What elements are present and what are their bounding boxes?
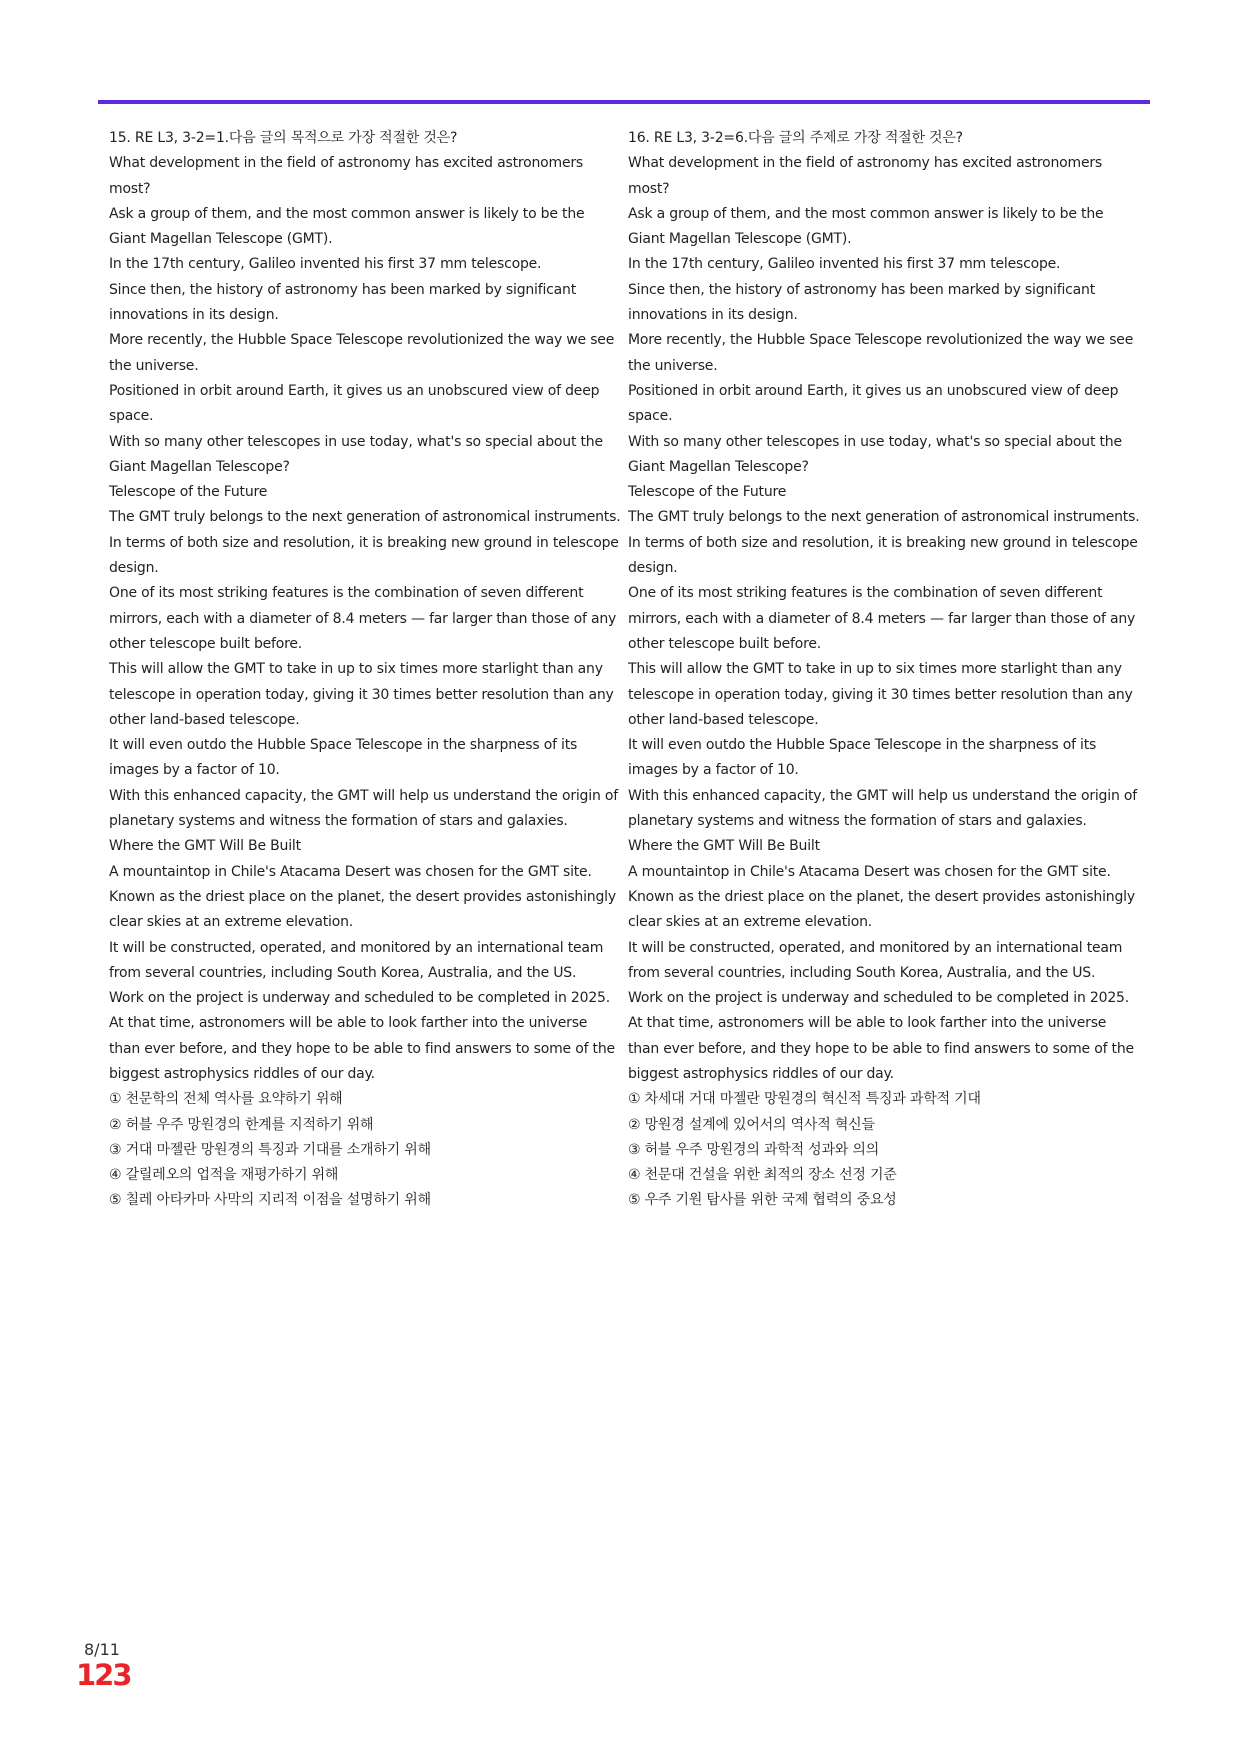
top-divider xyxy=(98,100,1150,104)
passage-sentence: Where the GMT Will Be Built xyxy=(628,838,820,855)
passage-sentence: More recently, the Hubble Space Telescope revolutionized the way we see the universe. xyxy=(109,332,615,374)
passage-sentence: With so many other telescopes in use today, what's so special about the Giant Magellan Telescope? xyxy=(109,433,603,475)
passage-sentence: With this enhanced capacity, the GMT will help us understand the origin of planetary systems and witness the formation of stars and galaxies. xyxy=(628,787,1137,830)
answer-choices xyxy=(109,1087,621,1213)
passage-sentence: Ask a group of them, and the most common answer is likely to be the Giant Magellan Telescope (GMT). xyxy=(628,205,1104,248)
question-16 xyxy=(628,126,1140,1214)
passage-sentence: This will allow the GMT to take in up to six times more starlight than any telescope in operation today, giving it 30 times better resolution than any other land-based telescope. xyxy=(628,661,1133,728)
passage-sentence: One of its most striking features is the combination of seven different mirrors, each with a diameter of 8.4 meters — far larger than those of any other telescope built before. xyxy=(109,585,617,652)
question-15 xyxy=(109,126,621,1214)
passage-sentence: Work on the project is underway and scheduled to be completed in 2025. xyxy=(628,990,1129,1007)
passage-sentence: In terms of both size and resolution, it is breaking new ground in telescope design. xyxy=(628,534,1138,577)
passage-sentence: This will allow the GMT to take in up to six times more starlight than any telescope in operation today, giving it 30 times better resolution than any other land-based telescope. xyxy=(109,661,614,728)
passage-sentence: Known as the driest place on the planet, the desert provides astonishingly clear skies at an extreme elevation. xyxy=(628,888,1135,931)
answer-choice[interactable]: ① 차세대 거대 마젤란 망원경의 혁신적 특징과 과학적 기대 xyxy=(628,1091,981,1108)
answer-choice[interactable]: ④ 천문대 건설을 위한 최적의 장소 선정 기준 xyxy=(628,1167,897,1184)
passage-sentence: Since then, the history of astronomy has been marked by significant innovations in its design. xyxy=(628,281,1095,324)
passage-sentence: In terms of both size and resolution, it is breaking new ground in telescope design. xyxy=(109,534,619,577)
passage xyxy=(109,151,621,1087)
passage-sentence: One of its most striking features is the combination of seven different mirrors, each with a diameter of 8.4 meters — far larger than those of any other telescope built before. xyxy=(628,585,1136,652)
answer-choice[interactable]: ③ 거대 마젤란 망원경의 특징과 기대를 소개하기 위해 xyxy=(109,1141,431,1158)
passage-sentence: With this enhanced capacity, the GMT will help us understand the origin of planetary systems and witness the formation of stars and galaxies. xyxy=(109,787,618,830)
passage-sentence: Ask a group of them, and the most common answer is likely to be the Giant Magellan Telescope (GMT). xyxy=(109,205,585,248)
passage-sentence: What development in the field of astronomy has excited astronomers most? xyxy=(109,155,584,197)
passage-sentence: It will be constructed, operated, and monitored by an international team from several countries, including South Korea, Australia, and the US. xyxy=(109,939,604,981)
passage-sentence: It will even outdo the Hubble Space Telescope in the sharpness of its images by a factor of 10. xyxy=(109,737,578,779)
passage-sentence: At that time, astronomers will be able to look farther into the universe than ever before, and they hope to be able to find answers to some of the biggest astrophysics riddles of our day. xyxy=(109,1015,615,1082)
passage xyxy=(628,151,1140,1087)
passage-sentence: Since then, the history of astronomy has been marked by significant innovations in its design. xyxy=(109,281,576,324)
question-header: 15. RE L3, 3-2=1.다음 글의 목적으로 가장 적절한 것은? xyxy=(109,130,458,146)
passage-sentence: A mountaintop in Chile's Atacama Desert was chosen for the GMT site. xyxy=(109,863,592,880)
brand-logo: 123 xyxy=(76,1658,131,1692)
passage-sentence: Positioned in orbit around Earth, it gives us an unobscured view of deep space. xyxy=(628,382,1119,425)
page-number: 8/11 xyxy=(84,1640,120,1659)
passage-sentence: The GMT truly belongs to the next generation of astronomical instruments. xyxy=(628,509,1140,526)
passage-sentence: Work on the project is underway and scheduled to be completed in 2025. xyxy=(109,990,610,1007)
passage-sentence: It will even outdo the Hubble Space Telescope in the sharpness of its images by a factor of 10. xyxy=(628,737,1097,779)
question-header: 16. RE L3, 3-2=6.다음 글의 주제로 가장 적절한 것은? xyxy=(628,130,963,146)
passage-sentence: Telescope of the Future xyxy=(109,484,268,501)
passage-sentence: With so many other telescopes in use today, what's so special about the Giant Magellan Telescope? xyxy=(628,433,1122,475)
answer-choice[interactable]: ③ 허블 우주 망원경의 과학적 성과와 의의 xyxy=(628,1141,880,1158)
answer-choice[interactable]: ② 망원경 설계에 있어서의 역사적 혁신들 xyxy=(628,1116,875,1133)
answer-choices xyxy=(628,1087,1140,1213)
passage-sentence: Positioned in orbit around Earth, it gives us an unobscured view of deep space. xyxy=(109,382,600,425)
passage-sentence: Where the GMT Will Be Built xyxy=(109,838,301,855)
passage-sentence: It will be constructed, operated, and monitored by an international team from several countries, including South Korea, Australia, and the US. xyxy=(628,939,1123,981)
passage-sentence: In the 17th century, Galileo invented his first 37 mm telescope. xyxy=(628,256,1061,273)
passage-sentence: In the 17th century, Galileo invented his first 37 mm telescope. xyxy=(109,256,542,273)
answer-choice[interactable]: ① 천문학의 전체 역사를 요약하기 위해 xyxy=(109,1091,343,1108)
answer-choice[interactable]: ⑤ 칠레 아타카마 사막의 지리적 이점을 설명하기 위해 xyxy=(109,1192,431,1209)
passage-sentence: At that time, astronomers will be able to look farther into the universe than ever before, and they hope to be able to find answers to some of the biggest astrophysics riddles of our day. xyxy=(628,1015,1134,1082)
passage-sentence: More recently, the Hubble Space Telescope revolutionized the way we see the universe. xyxy=(628,332,1134,374)
passage-sentence: What development in the field of astronomy has excited astronomers most? xyxy=(628,155,1103,197)
passage-sentence: Known as the driest place on the planet, the desert provides astonishingly clear skies at an extreme elevation. xyxy=(109,888,616,931)
answer-choice[interactable]: ② 허블 우주 망원경의 한계를 지적하기 위해 xyxy=(109,1116,374,1133)
passage-sentence: A mountaintop in Chile's Atacama Desert was chosen for the GMT site. xyxy=(628,863,1111,880)
passage-sentence: Telescope of the Future xyxy=(628,484,787,501)
answer-choice[interactable]: ⑤ 우주 기원 탐사를 위한 국제 협력의 중요성 xyxy=(628,1192,897,1209)
passage-sentence: The GMT truly belongs to the next generation of astronomical instruments. xyxy=(109,509,621,526)
answer-choice[interactable]: ④ 갈릴레오의 업적을 재평가하기 위해 xyxy=(109,1167,339,1184)
